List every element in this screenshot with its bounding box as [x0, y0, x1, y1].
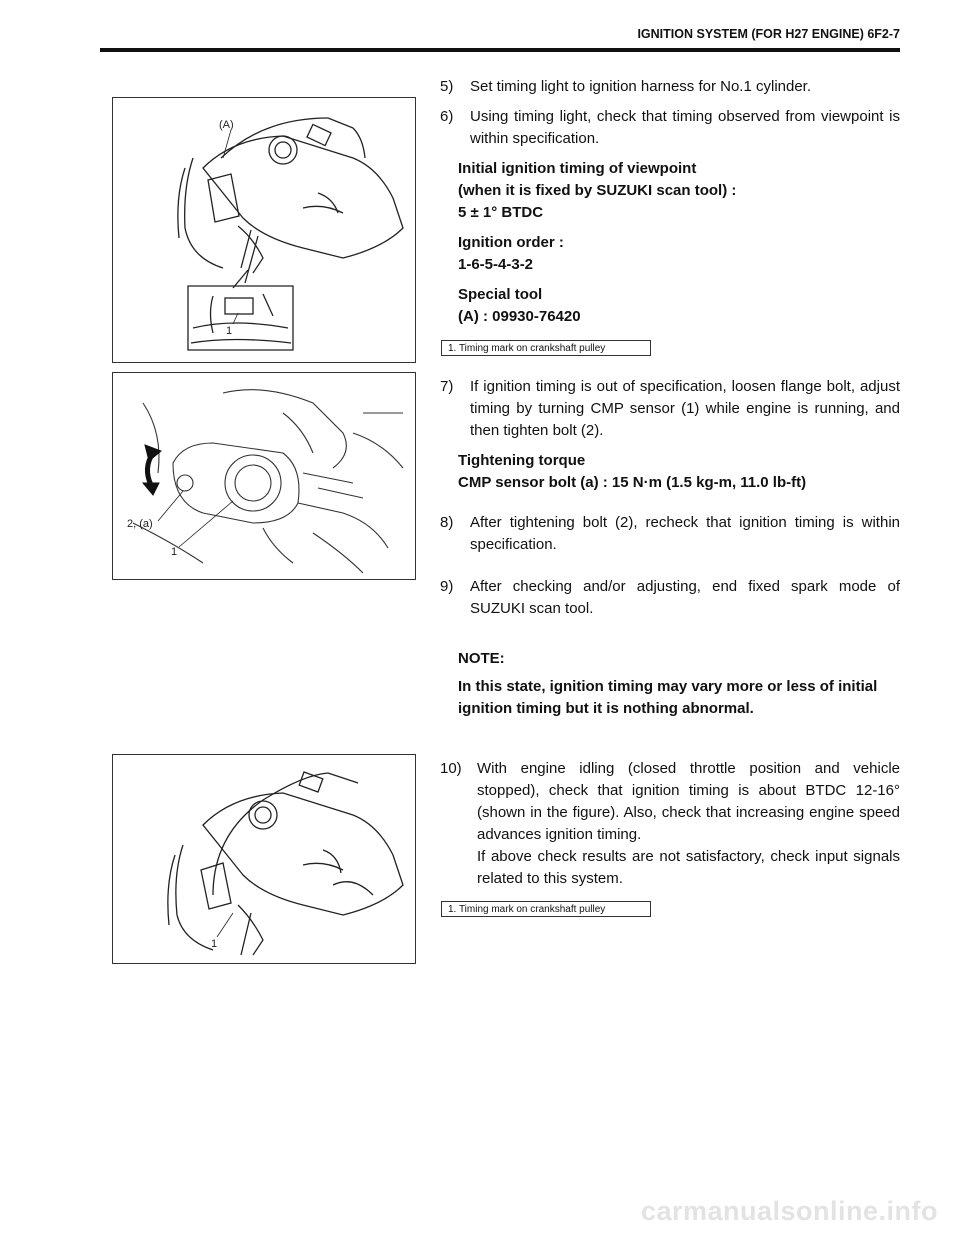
step-number: 7) [440, 378, 454, 395]
step-7 [440, 376, 900, 442]
figure-label-bolt: 2, (a) [127, 518, 153, 530]
step-text: After checking and/or adjusting, end fixed spark mode of SUZUKI scan tool. [470, 578, 900, 617]
spec-line: (when it is fixed by SUZUKI scan tool) : [458, 182, 737, 199]
step-number: 6) [440, 108, 454, 125]
procedure-text-bottom [440, 758, 900, 890]
step-8 [440, 512, 900, 556]
spec-line: Initial ignition timing of viewpoint [458, 160, 697, 177]
figure-caption: 1. Timing mark on crankshaft pulley [441, 340, 651, 356]
figure-label-a: (A) [219, 119, 234, 131]
step-text: Set timing light to ignition harness for No.1 cylinder. [470, 78, 812, 95]
step-text [466, 758, 900, 890]
cmp-sensor-illustration [113, 373, 415, 579]
spec-line: 5 ± 1° BTDC [458, 204, 544, 221]
spec-timing [440, 158, 900, 224]
spec-special-tool [440, 284, 900, 328]
spec-line: (A) : 09930-76420 [458, 308, 581, 325]
step-number: 9) [440, 578, 454, 595]
spec-line: 1-6-5-4-3-2 [458, 256, 534, 273]
page-header-title: IGNITION SYSTEM (FOR H27 ENGINE) 6F2-7 [637, 27, 900, 41]
header-rule [100, 48, 900, 52]
figure-cmp-sensor [112, 372, 416, 580]
note-text: In this state, ignition timing may vary more or less of initial ignition timing but it is nothing abnormal. [458, 678, 878, 717]
procedure-text-top [440, 76, 900, 328]
spec-line: CMP sensor bolt (a) : 15 N·m (1.5 kg-m, 11.0 lb-ft) [458, 474, 807, 491]
step-text: If ignition timing is out of specification, loosen flange bolt, adjust timing by turning CMP sensor (1) while engine is running, and then tighten bolt (2). [470, 378, 900, 439]
step-9 [440, 576, 900, 620]
step-10-text-2: If above check results are not satisfactory, check input signals related to this system. [477, 848, 900, 887]
figure-label-sensor: 1 [171, 546, 178, 558]
step-text: After tightening bolt (2), recheck that ignition timing is within specification. [470, 514, 900, 553]
note-block [440, 648, 900, 720]
step-10-text: With engine idling (closed throttle position and vehicle stopped), check that ignition timing is about BTDC 12-16° (shown in the figure). Also, check that increasing engine speed advances ignition timing. [477, 760, 900, 843]
spec-ignition-order [440, 232, 900, 276]
engine-timing-illustration [113, 98, 415, 362]
step-number: 5) [440, 78, 454, 95]
step-text: Using timing light, check that timing observed from viewpoint is within specification. [470, 108, 900, 147]
step-10 [440, 758, 900, 890]
procedure-text-middle [440, 376, 900, 720]
watermark: carmanualsonline.info [640, 1196, 938, 1226]
step-6 [440, 106, 900, 150]
figure-caption: 1. Timing mark on crankshaft pulley [441, 901, 651, 917]
step-number: 10) [440, 760, 462, 777]
spec-line: Ignition order : [458, 234, 564, 251]
figure-label-1: 1 [211, 938, 218, 950]
note-title: NOTE: [458, 650, 505, 667]
step-number: 8) [440, 514, 454, 531]
engine-timing-check-illustration [113, 755, 415, 963]
step-5 [440, 76, 900, 98]
figure-timing-light-setup [112, 97, 416, 363]
spec-torque [440, 450, 900, 494]
spec-line: Special tool [458, 286, 543, 303]
figure-timing-check [112, 754, 416, 964]
spec-line: Tightening torque [458, 452, 586, 469]
figure-label-1: 1 [226, 325, 233, 337]
